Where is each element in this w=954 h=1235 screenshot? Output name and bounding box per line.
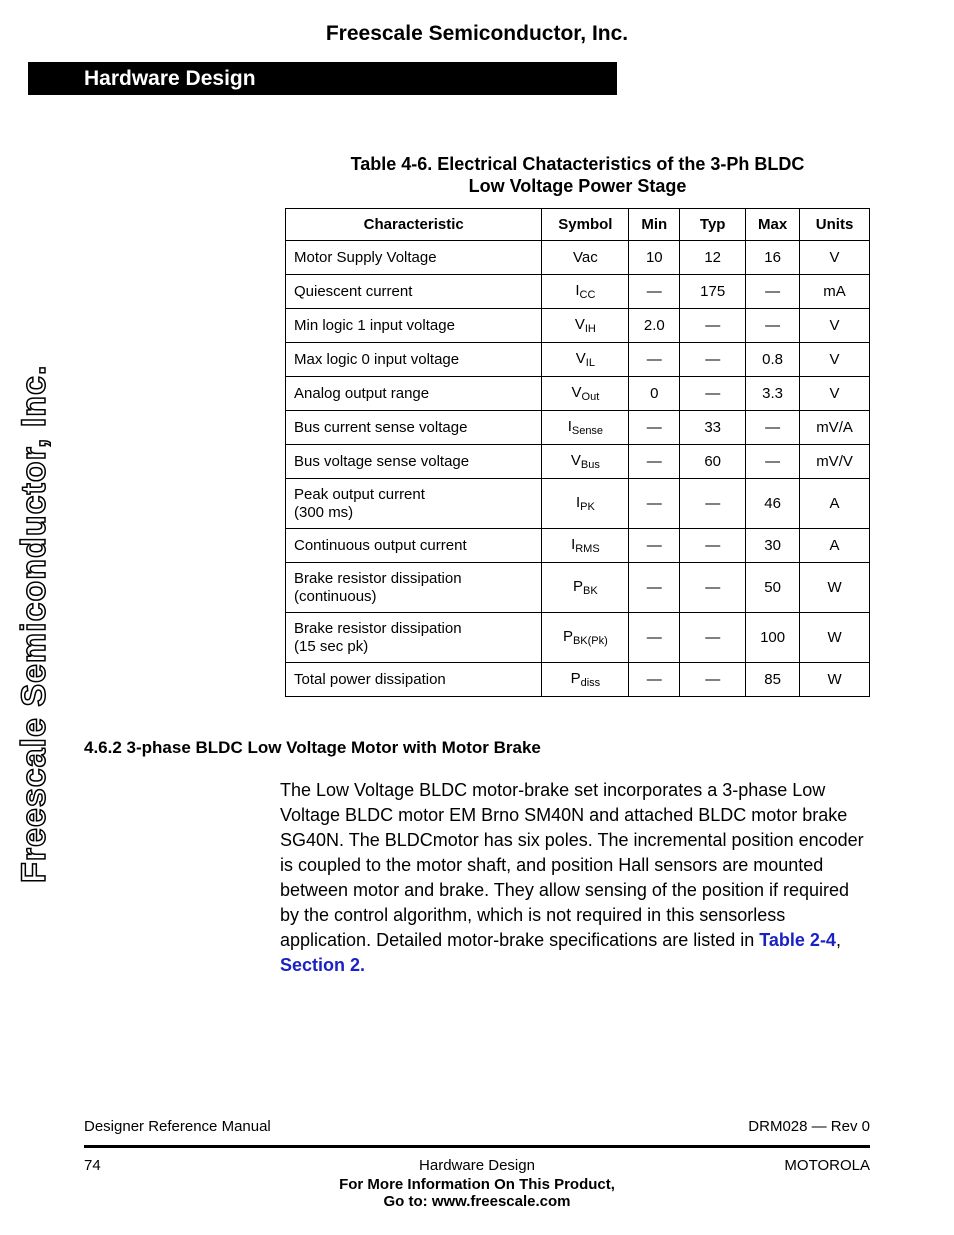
cell-typ: — [680,563,746,613]
cell-typ: — [680,479,746,529]
footer-section: Hardware Design [419,1157,535,1174]
footer-more-info [0,1176,954,1210]
symbol-base: V [570,452,581,469]
cell-characteristic [286,377,542,411]
cell-min: — [629,563,680,613]
cell-min: — [629,411,680,445]
symbol-subscript: Bus [580,459,600,471]
symbol-base: I [575,282,580,299]
symbol-base: V [574,316,585,333]
cell-min: — [629,529,680,563]
cell-units: V [800,241,870,275]
cell-max: 50 [746,563,800,613]
cell-symbol [542,343,629,377]
col-header-units: Units [800,209,870,241]
symbol-subscript: RMS [575,543,600,555]
symbol-base: P [573,578,584,595]
symbol-subscript: Sense [571,425,604,437]
cell-symbol [542,241,629,275]
cell-typ: — [680,309,746,343]
characteristic-text: Brake resistor dissipation [294,569,462,587]
cell-typ: — [680,343,746,377]
symbol-base: Vac [573,249,598,266]
cell-characteristic [286,343,542,377]
link-section-2[interactable]: Section 2. [280,955,366,975]
link-table-2-4[interactable]: Table 2-4 [759,930,836,950]
cell-max: 30 [746,529,800,563]
cell-max: 85 [746,663,800,697]
cell-symbol [542,275,629,309]
footer-doc-rev: DRM028 — Rev 0 [748,1118,870,1135]
cell-min: 0 [629,377,680,411]
table-row [286,309,870,343]
characteristic-text: Continuous output current [294,536,467,554]
symbol-subscript: BK(Pk) [572,635,608,647]
symbol-base: I [571,536,576,553]
characteristic-text: Quiescent current [294,282,413,300]
cell-characteristic [286,529,542,563]
characteristic-note: (continuous) [294,587,377,605]
table-row [286,411,870,445]
characteristic-text: Motor Supply Voltage [294,248,437,266]
cell-units: W [800,663,870,697]
section-body [280,778,872,978]
cell-min: — [629,613,680,663]
cell-min: — [629,479,680,529]
footer-page-number: 74 [84,1157,101,1174]
cell-characteristic [286,275,542,309]
table-title-line2: Low Voltage Power Stage [468,176,687,196]
table-row [286,241,870,275]
section-title-bar: Hardware Design [28,62,617,95]
cell-typ: 33 [680,411,746,445]
cell-min: 10 [629,241,680,275]
link-separator: , [835,930,841,950]
side-watermark: Freescale Semiconductor, Inc. [15,364,53,883]
cell-units: V [800,343,870,377]
symbol-subscript: IL [585,357,595,369]
characteristic-text: Peak output current [294,485,425,503]
cell-max: 3.3 [746,377,800,411]
cell-characteristic [286,663,542,697]
cell-symbol [542,479,629,529]
cell-units: V [800,377,870,411]
cell-typ: 12 [680,241,746,275]
symbol-base: I [575,494,581,511]
footer-company: MOTOROLA [784,1157,870,1174]
symbol-subscript: IH [584,323,596,335]
cell-max: 16 [746,241,800,275]
cell-symbol [542,613,629,663]
cell-max: — [746,275,800,309]
table-header-row [286,209,870,241]
symbol-subscript: PK [580,501,595,513]
col-header-min: Min [629,209,680,241]
cell-min: — [629,445,680,479]
cell-units: mV/V [800,445,870,479]
cell-typ: — [680,663,746,697]
table-row [286,275,870,309]
cell-symbol [542,309,629,343]
characteristic-note: (15 sec pk) [294,637,369,655]
cell-units: A [800,529,870,563]
footer-more-line1: For More Information On This Product, [339,1176,615,1193]
cell-units: W [800,613,870,663]
table-row [286,529,870,563]
cell-min: — [629,275,680,309]
cell-characteristic [286,445,542,479]
characteristic-text: Analog output range [294,384,430,402]
col-header-max: Max [746,209,800,241]
cell-characteristic [286,563,542,613]
col-header-characteristic: Characteristic [286,209,542,241]
cell-units: mV/A [800,411,870,445]
cell-typ: — [680,529,746,563]
characteristic-text: Max logic 0 input voltage [294,350,460,368]
symbol-subscript: CC [579,289,596,301]
symbol-base: P [570,670,581,687]
cell-characteristic [286,479,542,529]
cell-symbol [542,377,629,411]
table-row [286,377,870,411]
table-row [286,445,870,479]
table-row [286,613,870,663]
cell-units: W [800,563,870,613]
characteristic-note: (300 ms) [294,503,354,521]
cell-typ: 175 [680,275,746,309]
cell-max: — [746,309,800,343]
characteristic-text: Brake resistor dissipation [294,619,462,637]
characteristic-text: Bus voltage sense voltage [294,452,470,470]
table-title [285,153,870,197]
cell-units: V [800,309,870,343]
cell-symbol [542,445,629,479]
table-row [286,343,870,377]
col-header-symbol: Symbol [542,209,629,241]
table-row [286,663,870,697]
cell-max: 100 [746,613,800,663]
characteristic-text: Total power dissipation [294,670,446,688]
symbol-base: P [562,628,573,645]
characteristic-text: Min logic 1 input voltage [294,316,455,334]
cell-typ: — [680,377,746,411]
cell-min: — [629,663,680,697]
table-title-line1: Table 4-6. Electrical Chatacteristics of the 3-Ph BLDC [350,154,805,174]
cell-symbol [542,529,629,563]
cell-max: — [746,411,800,445]
cell-min: — [629,343,680,377]
cell-max: 46 [746,479,800,529]
cell-characteristic [286,613,542,663]
body-paragraph: The Low Voltage BLDC motor-brake set incorporates a 3-phase Low Voltage BLDC motor EM Brno SM40N and attached BLDC motor brake SG40N. The BLDCmotor has six poles. The incremental position encoder is coupled to the motor shaft, and position Hall sensors are mounted between motor and brake. They allow sensing of the position if required by the control algorithm, which is not required in this sensorless application. Detailed motor-brake specifications are listed in [280,780,864,950]
col-header-typ: Typ [680,209,746,241]
cell-symbol [542,563,629,613]
table-row [286,563,870,613]
symbol-base: V [571,384,582,401]
footer-manual-title: Designer Reference Manual [84,1118,271,1135]
cell-characteristic [286,411,542,445]
cell-typ: 60 [680,445,746,479]
table-row [286,479,870,529]
cell-max: 0.8 [746,343,800,377]
cell-typ: — [680,613,746,663]
symbol-subscript: BK [583,585,598,597]
cell-min: 2.0 [629,309,680,343]
cell-units: mA [800,275,870,309]
symbol-base: V [575,350,586,367]
footer-more-line2: Go to: www.freescale.com [383,1193,571,1210]
cell-symbol [542,411,629,445]
cell-characteristic [286,241,542,275]
section-heading: 4.6.2 3-phase BLDC Low Voltage Motor with Motor Brake [84,738,541,757]
characteristic-text: Bus current sense voltage [294,418,468,436]
cell-characteristic [286,309,542,343]
cell-symbol [542,663,629,697]
electrical-characteristics-table [285,208,870,697]
company-banner: Freescale Semiconductor, Inc. [325,22,629,45]
symbol-subscript: diss [580,677,601,689]
symbol-subscript: Out [581,391,600,403]
symbol-base: I [567,418,572,435]
footer-rule [84,1145,870,1148]
cell-units: A [800,479,870,529]
cell-max: — [746,445,800,479]
